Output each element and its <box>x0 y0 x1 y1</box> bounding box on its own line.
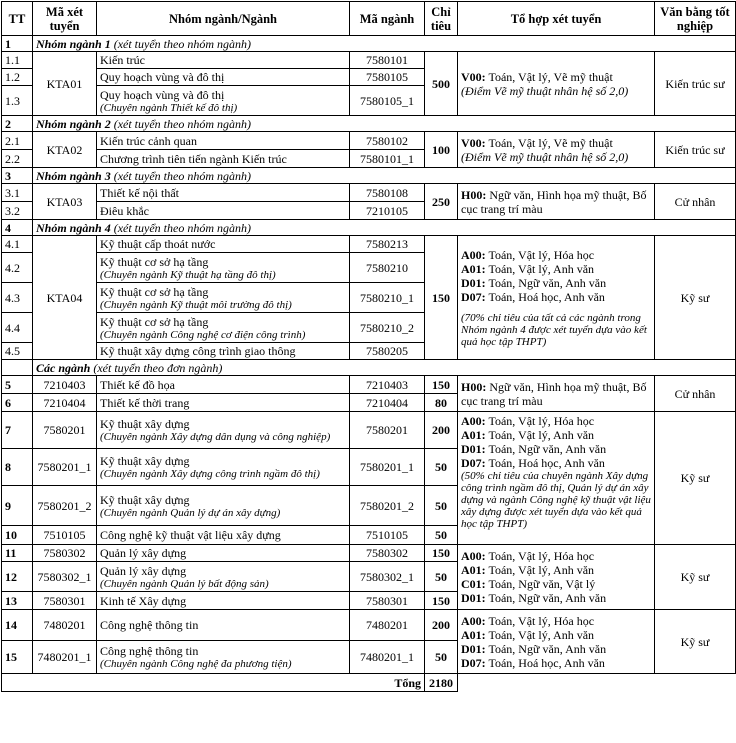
header-group: Nhóm ngành/Ngành <box>97 2 350 36</box>
major-code: 7580210_1 <box>350 283 425 313</box>
degree: Kỹ sư <box>655 545 736 610</box>
row-tt: 11 <box>2 545 33 562</box>
header-tt: TT <box>2 2 33 36</box>
header-major-code: Mã ngành <box>350 2 425 36</box>
admission-table <box>1 1 736 692</box>
combo-cell: H00: Ngữ văn, Hình họa mỹ thuật, Bố cục trang trí màu <box>458 376 655 412</box>
admission-code: 7580201 <box>33 412 97 449</box>
header-combo: Tổ hợp xét tuyển <box>458 2 655 36</box>
row-tt: 2.1 <box>2 132 33 150</box>
major-name: Kỹ thuật xây dựng (Chuyên ngành Quản lý dự án xây dựng) <box>97 486 350 526</box>
quota: 150 <box>425 545 458 562</box>
degree: Kiến trúc sư <box>655 52 736 116</box>
major-name: Kỹ thuật cấp thoát nước <box>97 236 350 253</box>
major-code: 7580201_1 <box>350 449 425 486</box>
row-tt: 8 <box>2 449 33 486</box>
major-name: Công nghệ kỹ thuật vật liệu xây dựng <box>97 526 350 545</box>
group-row <box>2 36 736 52</box>
quota: 50 <box>425 526 458 545</box>
row-tt: 9 <box>2 486 33 526</box>
group-title: Các ngành (xét tuyển theo đơn ngành) <box>33 360 736 376</box>
header-row <box>2 2 736 36</box>
quota: 50 <box>425 449 458 486</box>
major-code: 7580210_2 <box>350 313 425 343</box>
degree: Cử nhân <box>655 184 736 220</box>
quota: 200 <box>425 412 458 449</box>
major-name: Điêu khắc <box>97 202 350 220</box>
group-row <box>2 220 736 236</box>
quota: 200 <box>425 610 458 641</box>
major-name: Quản lý xây dựng <box>97 545 350 562</box>
major-code: 7480201_1 <box>350 641 425 674</box>
row-tt: 4.2 <box>2 253 33 283</box>
header-code: Mã xét tuyển <box>33 2 97 36</box>
admission-code: 7580201_2 <box>33 486 97 526</box>
major-name: Quản lý xây dựng (Chuyên ngành Quản lý bất động sản) <box>97 562 350 592</box>
major-code: 7580108 <box>350 184 425 202</box>
combo-cell: H00: Ngữ văn, Hình họa mỹ thuật, Bố cục trang trí màu <box>458 184 655 220</box>
group-title: Nhóm ngành 4 (xét tuyển theo nhóm ngành) <box>33 220 736 236</box>
group-tt: 1 <box>2 36 33 52</box>
total-value: 2180 <box>425 674 458 692</box>
row-tt: 13 <box>2 592 33 610</box>
row-tt: 4.5 <box>2 343 33 360</box>
quota: 250 <box>425 184 458 220</box>
combo-cell: A00: Toán, Vật lý, Hóa học A01: Toán, Vật lý, Anh văn D01: Toán, Ngữ văn, Anh văn D07: Toán, Hoá học, Anh văn <box>458 610 655 674</box>
major-name: Kỹ thuật xây dựng (Chuyên ngành Xây dựng dân dụng và công nghiệp) <box>97 412 350 449</box>
major-code: 7580302 <box>350 545 425 562</box>
admission-code: KTA01 <box>33 52 97 116</box>
row-tt: 14 <box>2 610 33 641</box>
major-code: 7580201 <box>350 412 425 449</box>
major-code: 7480201 <box>350 610 425 641</box>
table-row <box>2 132 736 150</box>
row-tt: 4.1 <box>2 236 33 253</box>
table-row <box>2 236 736 253</box>
major-code: 7580105 <box>350 69 425 86</box>
major-code: 7580205 <box>350 343 425 360</box>
degree: Kỹ sư <box>655 610 736 674</box>
major-code: 7580302_1 <box>350 562 425 592</box>
admission-code: 7580302 <box>33 545 97 562</box>
major-name: Kỹ thuật xây dựng công trình giao thông <box>97 343 350 360</box>
major-code: 7580301 <box>350 592 425 610</box>
major-name: Kỹ thuật xây dựng (Chuyên ngành Xây dựng công trình ngầm đô thị) <box>97 449 350 486</box>
table-row <box>2 184 736 202</box>
table-row <box>2 610 736 641</box>
row-tt: 7 <box>2 412 33 449</box>
combo-cell: A00: Toán, Vật lý, Hóa học A01: Toán, Vật lý, Anh văn C01: Toán, Ngữ văn, Vật lý D01: Toán, Ngữ văn, Anh văn <box>458 545 655 610</box>
row-tt: 12 <box>2 562 33 592</box>
header-degree: Văn bằng tốt nghiệp <box>655 2 736 36</box>
row-tt: 6 <box>2 394 33 412</box>
major-code: 7580213 <box>350 236 425 253</box>
major-name: Kinh tế Xây dựng <box>97 592 350 610</box>
table-row <box>2 412 736 449</box>
major-code: 7580101 <box>350 52 425 69</box>
group-title: Nhóm ngành 3 (xét tuyển theo nhóm ngành) <box>33 168 736 184</box>
admission-code: 7580301 <box>33 592 97 610</box>
admission-code: KTA03 <box>33 184 97 220</box>
row-tt: 5 <box>2 376 33 394</box>
total-row <box>2 674 736 692</box>
major-code: 7580210 <box>350 253 425 283</box>
row-tt: 15 <box>2 641 33 674</box>
major-name: Kiến trúc <box>97 52 350 69</box>
combo-cell: V00: Toán, Vật lý, Vẽ mỹ thuật (Điểm Vẽ mỹ thuật nhân hệ số 2,0) <box>458 132 655 168</box>
quota: 150 <box>425 376 458 394</box>
row-tt: 4.4 <box>2 313 33 343</box>
quota: 50 <box>425 562 458 592</box>
total-empty <box>458 674 736 692</box>
major-name: Thiết kế thời trang <box>97 394 350 412</box>
row-tt: 1.1 <box>2 52 33 69</box>
group-row <box>2 168 736 184</box>
quota: 50 <box>425 486 458 526</box>
combo-cell: A00: Toán, Vật lý, Hóa học A01: Toán, Vật lý, Anh văn D01: Toán, Ngữ văn, Anh văn D07: Toán, Hoá học, Anh văn (50% chỉ tiêu của chuyên ngành Xây dựng công trình ngầm đô thị, Quản lý dự án xây dựng và ngành Công nghệ kỹ thuật vật liệu xây dựng được xét tuyển dựa vào kết quả học tập THPT) <box>458 412 655 545</box>
admission-code: 7210404 <box>33 394 97 412</box>
major-name: Kỹ thuật cơ sở hạ tầng (Chuyên ngành Kỹ thuật môi trường đô thị) <box>97 283 350 313</box>
degree: Kỹ sư <box>655 412 736 545</box>
group-title: Nhóm ngành 2 (xét tuyển theo nhóm ngành) <box>33 116 736 132</box>
admission-code: KTA04 <box>33 236 97 360</box>
major-name: Chương trình tiên tiến ngành Kiến trúc <box>97 150 350 168</box>
admission-code: 7580302_1 <box>33 562 97 592</box>
major-name: Quy hoạch vùng và đô thị (Chuyên ngành Thiết kế đô thị) <box>97 86 350 116</box>
combo-cell: V00: Toán, Vật lý, Vẽ mỹ thuật (Điểm Vẽ mỹ thuật nhân hệ số 2,0) <box>458 52 655 116</box>
admission-code: 7480201_1 <box>33 641 97 674</box>
quota: 100 <box>425 132 458 168</box>
admission-code: KTA02 <box>33 132 97 168</box>
group-tt: 3 <box>2 168 33 184</box>
admission-code: 7510105 <box>33 526 97 545</box>
row-tt: 3.2 <box>2 202 33 220</box>
major-code: 7580105_1 <box>350 86 425 116</box>
combo-cell: A00: Toán, Vật lý, Hóa học A01: Toán, Vật lý, Anh văn D01: Toán, Ngữ văn, Anh văn D07: Toán, Hoá học, Anh văn (70% chỉ tiêu của tất cả các ngành trong Nhóm ngành 4 được xét tuyển dựa vào kết quả học tập THPT) <box>458 236 655 360</box>
header-quota: Chỉ tiêu <box>425 2 458 36</box>
degree: Kiến trúc sư <box>655 132 736 168</box>
row-tt: 1.2 <box>2 69 33 86</box>
major-name: Kiến trúc cảnh quan <box>97 132 350 150</box>
major-name: Kỹ thuật cơ sở hạ tầng (Chuyên ngành Kỹ thuật hạ tầng đô thị) <box>97 253 350 283</box>
major-code: 7210404 <box>350 394 425 412</box>
major-code: 7580201_2 <box>350 486 425 526</box>
major-code: 7210105 <box>350 202 425 220</box>
quota: 150 <box>425 236 458 360</box>
degree: Kỹ sư <box>655 236 736 360</box>
degree: Cử nhân <box>655 376 736 412</box>
major-code: 7210403 <box>350 376 425 394</box>
group-row <box>2 116 736 132</box>
admission-code: 7210403 <box>33 376 97 394</box>
major-code: 7580102 <box>350 132 425 150</box>
major-name: Kỹ thuật cơ sở hạ tầng (Chuyên ngành Công nghệ cơ điện công trình) <box>97 313 350 343</box>
quota: 80 <box>425 394 458 412</box>
row-tt: 3.1 <box>2 184 33 202</box>
table-row <box>2 376 736 394</box>
table-row <box>2 545 736 562</box>
row-tt: 2.2 <box>2 150 33 168</box>
total-label: Tổng <box>2 674 425 692</box>
group-row <box>2 360 736 376</box>
major-name: Quy hoạch vùng và đô thị <box>97 69 350 86</box>
major-name: Thiết kế đồ họa <box>97 376 350 394</box>
major-name: Thiết kế nội thất <box>97 184 350 202</box>
admission-code: 7580201_1 <box>33 449 97 486</box>
group-tt: 2 <box>2 116 33 132</box>
quota: 50 <box>425 641 458 674</box>
major-code: 7580101_1 <box>350 150 425 168</box>
quota: 150 <box>425 592 458 610</box>
major-code: 7510105 <box>350 526 425 545</box>
major-name: Công nghệ thông tin <box>97 610 350 641</box>
row-tt: 4.3 <box>2 283 33 313</box>
quota: 500 <box>425 52 458 116</box>
row-tt: 1.3 <box>2 86 33 116</box>
group-tt <box>2 360 33 376</box>
admission-code: 7480201 <box>33 610 97 641</box>
group-tt: 4 <box>2 220 33 236</box>
table-row <box>2 52 736 69</box>
row-tt: 10 <box>2 526 33 545</box>
group-title: Nhóm ngành 1 (xét tuyển theo nhóm ngành) <box>33 36 736 52</box>
major-name: Công nghệ thông tin (Chuyên ngành Công nghệ đa phương tiện) <box>97 641 350 674</box>
